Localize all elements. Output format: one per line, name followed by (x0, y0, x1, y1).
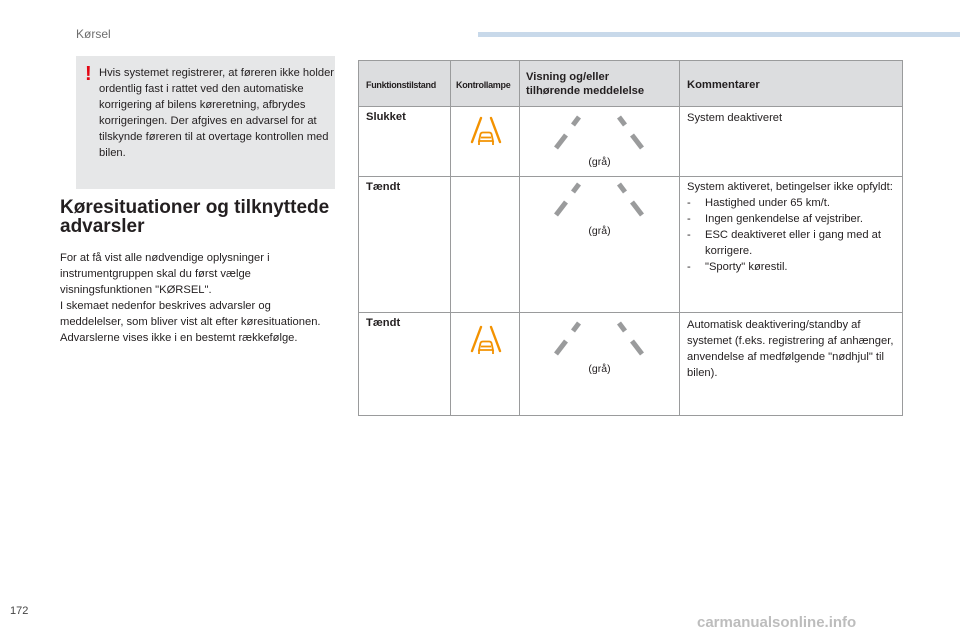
row-comment: Automatisk deaktivering/standby af systemet (f.eks. registrering af anhænger, anvendelse af medfølgende "nødhjul" til bilen). (687, 319, 894, 379)
page-number: 172 (10, 605, 29, 617)
section-header-title: Kørsel (76, 27, 111, 41)
lane-keeping-warning-icon (469, 116, 503, 148)
header-accent-bar (478, 32, 960, 37)
column-header-state: Funktionstilstand (366, 80, 436, 90)
intro-paragraph: For at få vist alle nødvendige oplysninger i instrumentgruppen skal du først vælge visningsfunktionen "KØRSEL". I skemaet nedenfor beskrives advarsler og meddelelser, som bliver vist alt efter køresituationen. Advarslerne vises ikke i en bestemt rækkefølge. (60, 252, 321, 344)
comment-intro: System aktiveret, betingelser ikke opfyldt: (687, 181, 893, 193)
column-header-lamp: Kontrollampe (456, 80, 511, 90)
list-item: - ESC deaktiveret eller i gang med at korrigere. (687, 229, 881, 257)
lane-lines-gray-icon (549, 182, 649, 218)
condition-list (687, 195, 902, 275)
list-item: - Ingen genkendelse af vejstriber. (687, 213, 863, 225)
lane-keeping-warning-icon (469, 325, 503, 357)
warning-box (76, 56, 335, 189)
lane-lines-gray-icon (549, 115, 649, 151)
watermark: carmanualsonline.info (697, 614, 857, 631)
warning-text: Hvis systemet registrerer, at føreren ikke holder ordentlig fast i rattet ved den automatiske korrigering af bilens køreretning, afbrydes korrigeringen. Der afgives en advarsel for at tilskynde føreren til at overtage kontrollen med bilen. (99, 67, 335, 159)
row-state: Slukket (366, 111, 406, 123)
section-title: Køresituationer og tilknyttede advarsler (60, 197, 330, 237)
column-header-comments: Kommentarer (687, 79, 760, 91)
row-state: Tændt (366, 317, 401, 329)
list-item: - "Sporty" kørestil. (687, 261, 788, 273)
column-header-display: Visning og/eller tilhørende meddelelse (526, 71, 645, 97)
row-state: Tændt (366, 181, 401, 193)
display-note: (grå) (588, 225, 611, 237)
display-note: (grå) (588, 363, 611, 375)
display-note: (grå) (588, 156, 611, 168)
warning-exclamation-icon: ! (85, 63, 92, 85)
list-item: - Hastighed under 65 km/t. (687, 197, 830, 209)
warning-table (358, 60, 903, 416)
row-comment: System deaktiveret (687, 112, 783, 124)
row-comment (687, 179, 902, 275)
lane-lines-gray-icon (549, 321, 649, 357)
